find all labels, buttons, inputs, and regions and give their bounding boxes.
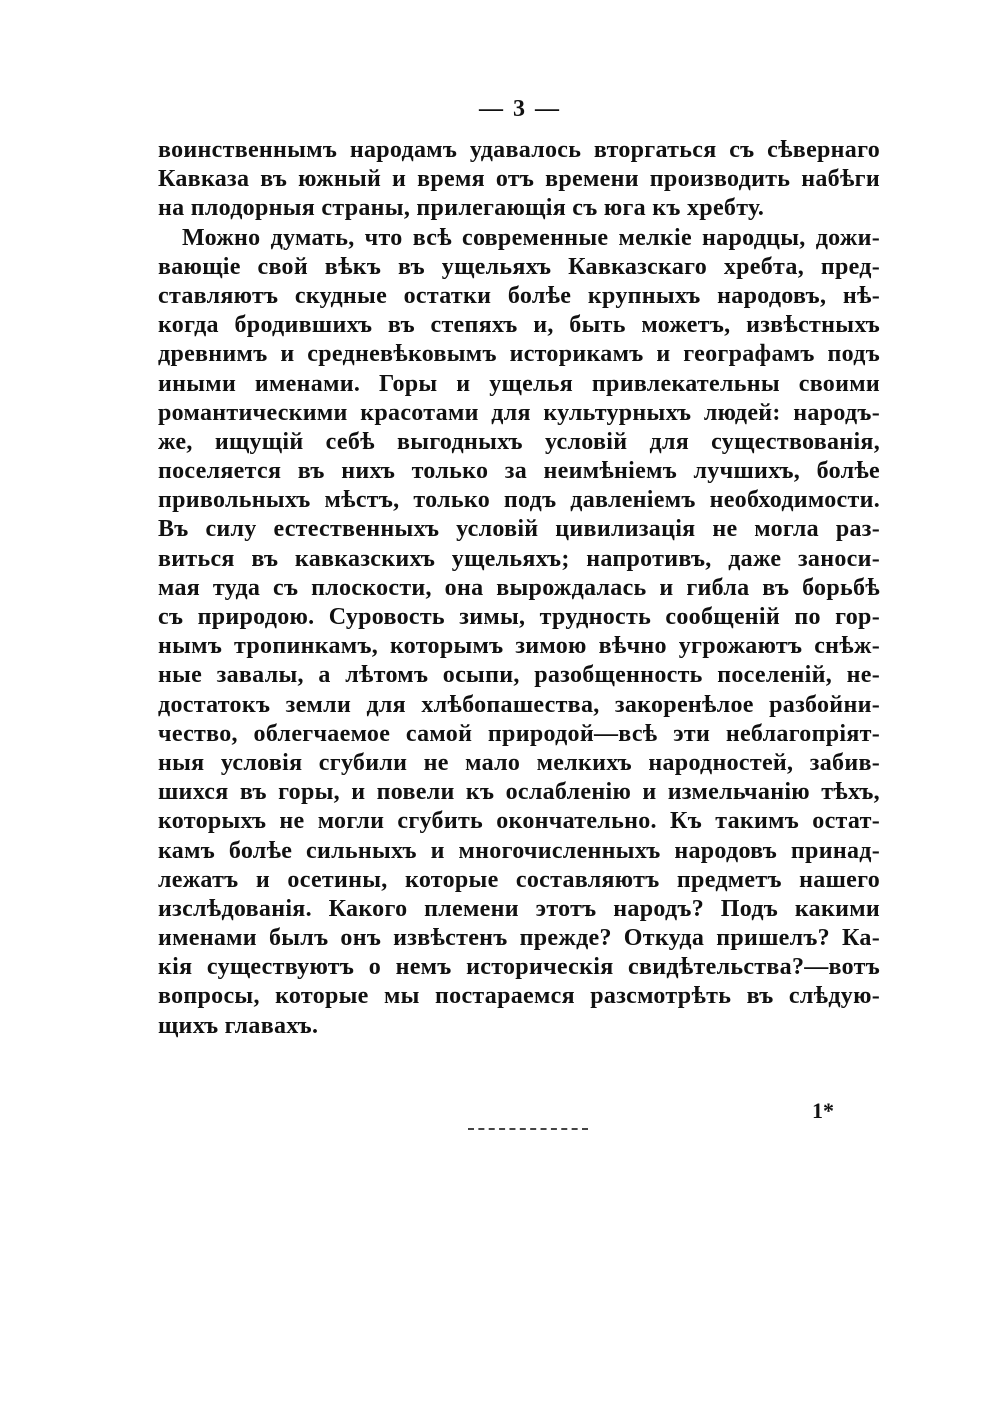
text-line: ставляютъ скудные остатки болѣе крупныхъ народовъ, нѣ-: [158, 282, 880, 309]
text-line: виться въ кавказскихъ ущельяхъ; напротивъ, даже заноси-: [158, 545, 880, 572]
text-line: иными именами. Горы и ущелья привлекательны своими: [158, 370, 880, 397]
text-line: привольныхъ мѣстъ, только подъ давленіемъ необходимости.: [158, 487, 880, 514]
text-line: же, ищущій себѣ выгодныхъ условій для существованія,: [158, 428, 880, 455]
text-line: Можно думать, что всѣ современные мелкіе народцы, дожи-: [182, 224, 880, 251]
text-line: щихъ главахъ.: [158, 1012, 319, 1039]
text-line: когда бродившихъ въ степяхъ и, быть можетъ, извѣстныхъ: [158, 312, 880, 339]
text-line: нымъ тропинкамъ, которымъ зимою вѣчно угрожаютъ снѣж-: [158, 633, 880, 660]
text-line: камъ болѣе сильныхъ и многочисленныхъ народовъ принад-: [158, 837, 880, 864]
text-line: вопросы, которые мы постараемся разсмотрѣть въ слѣдую-: [158, 983, 880, 1010]
text-line: ные завалы, а лѣтомъ осыпи, разобщенность поселеній, не-: [158, 662, 880, 689]
text-line: ныя условія сгубили не мало мелкихъ народностей, забив-: [158, 749, 880, 776]
text-line: воинственнымъ народамъ удавалось вторгаться съ сѣвернаго: [158, 137, 880, 163]
text-line: именами былъ онъ извѣстенъ прежде? Откуда пришелъ? Ка-: [158, 925, 880, 952]
text-line: на плодорныя страны, прилегающія съ юга къ хребту.: [158, 195, 765, 222]
text-line: Кавказа въ южный и время отъ времени производить набѣги: [158, 166, 880, 193]
text-line: съ природою. Суровость зимы, трудность сообщеній по гор-: [158, 604, 880, 630]
page-number: — 3 —: [479, 96, 561, 122]
text-line: кія существуютъ о немъ историческія свидѣтельства?—вотъ: [158, 954, 880, 981]
text-line: вающіе свой вѣкъ въ ущельяхъ Кавказскаго хребта, пред-: [158, 253, 880, 280]
body-text: [158, 136, 880, 1041]
text-line: поселяется въ нихъ только за неимѣніемъ лучшихъ, болѣе: [158, 458, 880, 485]
text-line: шихся въ горы, и повели къ ослабленію и измельчанію тѣхъ,: [158, 779, 880, 806]
text-line: романтическими красотами для культурныхъ людей: народъ-: [158, 399, 880, 426]
section-divider: [468, 1128, 588, 1130]
text-line: мая туда съ плоскости, она вырождалась и гибла въ борьбѣ: [158, 574, 880, 601]
text-line: достатокъ земли для хлѣбопашества, закоренѣлое разбойни-: [158, 691, 880, 718]
text-line: Въ силу естественныхъ условій цивилизація не могла раз-: [158, 516, 880, 543]
text-line: лежатъ и осетины, которые составляютъ предметъ нашего: [158, 866, 880, 893]
text-line: изслѣдованія. Какого племени этотъ народъ? Подъ какими: [158, 895, 880, 922]
text-line: древнимъ и средневѣковымъ историкамъ и географамъ подъ: [158, 341, 880, 368]
signature-mark: 1*: [812, 1098, 834, 1123]
text-line: которыхъ не могли сгубить окончательно. Къ такимъ остат-: [158, 808, 880, 835]
text-line: чество, облегчаемое самой природой—всѣ эти неблагопріят-: [158, 720, 880, 747]
